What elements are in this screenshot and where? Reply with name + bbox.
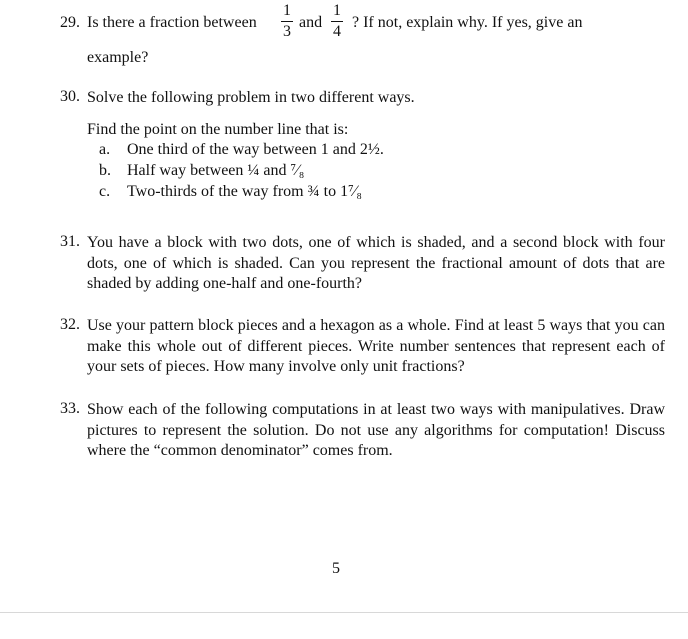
list-item bbox=[60, 139, 665, 160]
item-text: One third of the way between 1 and 2½. bbox=[127, 140, 384, 158]
item-letter: a. bbox=[99, 140, 111, 158]
problem-number: 32. bbox=[60, 316, 80, 333]
subproblem-list bbox=[60, 139, 665, 202]
item-letter: b. bbox=[99, 161, 111, 179]
problem-text: example? bbox=[87, 49, 149, 66]
problem-text: and bbox=[299, 14, 323, 31]
item-text: Half way between ¼ and ⁷⁄₈ bbox=[127, 161, 305, 179]
problem-33 bbox=[60, 400, 665, 462]
problem-text: Is there a fraction between bbox=[87, 14, 257, 31]
list-item bbox=[60, 181, 665, 202]
problem-30 bbox=[60, 88, 665, 202]
problem-number: 30. bbox=[60, 88, 80, 105]
item-letter: c. bbox=[99, 182, 111, 200]
problem-number: 31. bbox=[60, 233, 80, 250]
problem-text: ? If not, explain why. If yes, give an bbox=[352, 14, 583, 31]
problem-intro: Find the point on the number line that is: bbox=[87, 120, 349, 138]
fraction-one-third bbox=[281, 2, 293, 41]
item-text: Two-thirds of the way from ¾ to 1⁷⁄₈ bbox=[127, 182, 362, 200]
problem-29-line1 bbox=[60, 2, 665, 40]
fraction-numerator: 1 bbox=[333, 2, 341, 19]
fraction-numerator: 1 bbox=[283, 2, 291, 19]
problem-text: You have a block with two dots, one of which is shaded, and a second block with four dots, one of which is shaded. Can you represent the fractional amount of dots that are shaded by adding one-half and one-fourth? bbox=[87, 234, 665, 292]
fraction-denominator: 3 bbox=[283, 23, 291, 40]
problem-text: Show each of the following computations in at least two ways with manipulatives. Draw pictures to represent the solution. Do not use any algorithms for computation! Discuss where the “common denominator” comes from. bbox=[87, 401, 665, 459]
problem-32 bbox=[60, 316, 665, 378]
page-divider bbox=[0, 612, 688, 613]
fraction-denominator: 4 bbox=[333, 23, 341, 40]
page-number: 5 bbox=[332, 560, 340, 577]
problem-31 bbox=[60, 233, 665, 295]
problem-29 bbox=[60, 2, 665, 69]
problem-text: Solve the following problem in two different ways. bbox=[87, 89, 415, 106]
fraction-one-fourth bbox=[331, 2, 343, 41]
problem-text: Use your pattern block pieces and a hexagon as a whole. Find at least 5 ways that you can make this whole out of different pieces. Write number sentences that represent each of your sets of pieces. How many involve only unit fractions? bbox=[87, 317, 665, 375]
problem-number: 33. bbox=[60, 400, 80, 417]
list-item bbox=[60, 160, 665, 181]
problem-number: 29. bbox=[60, 14, 80, 31]
